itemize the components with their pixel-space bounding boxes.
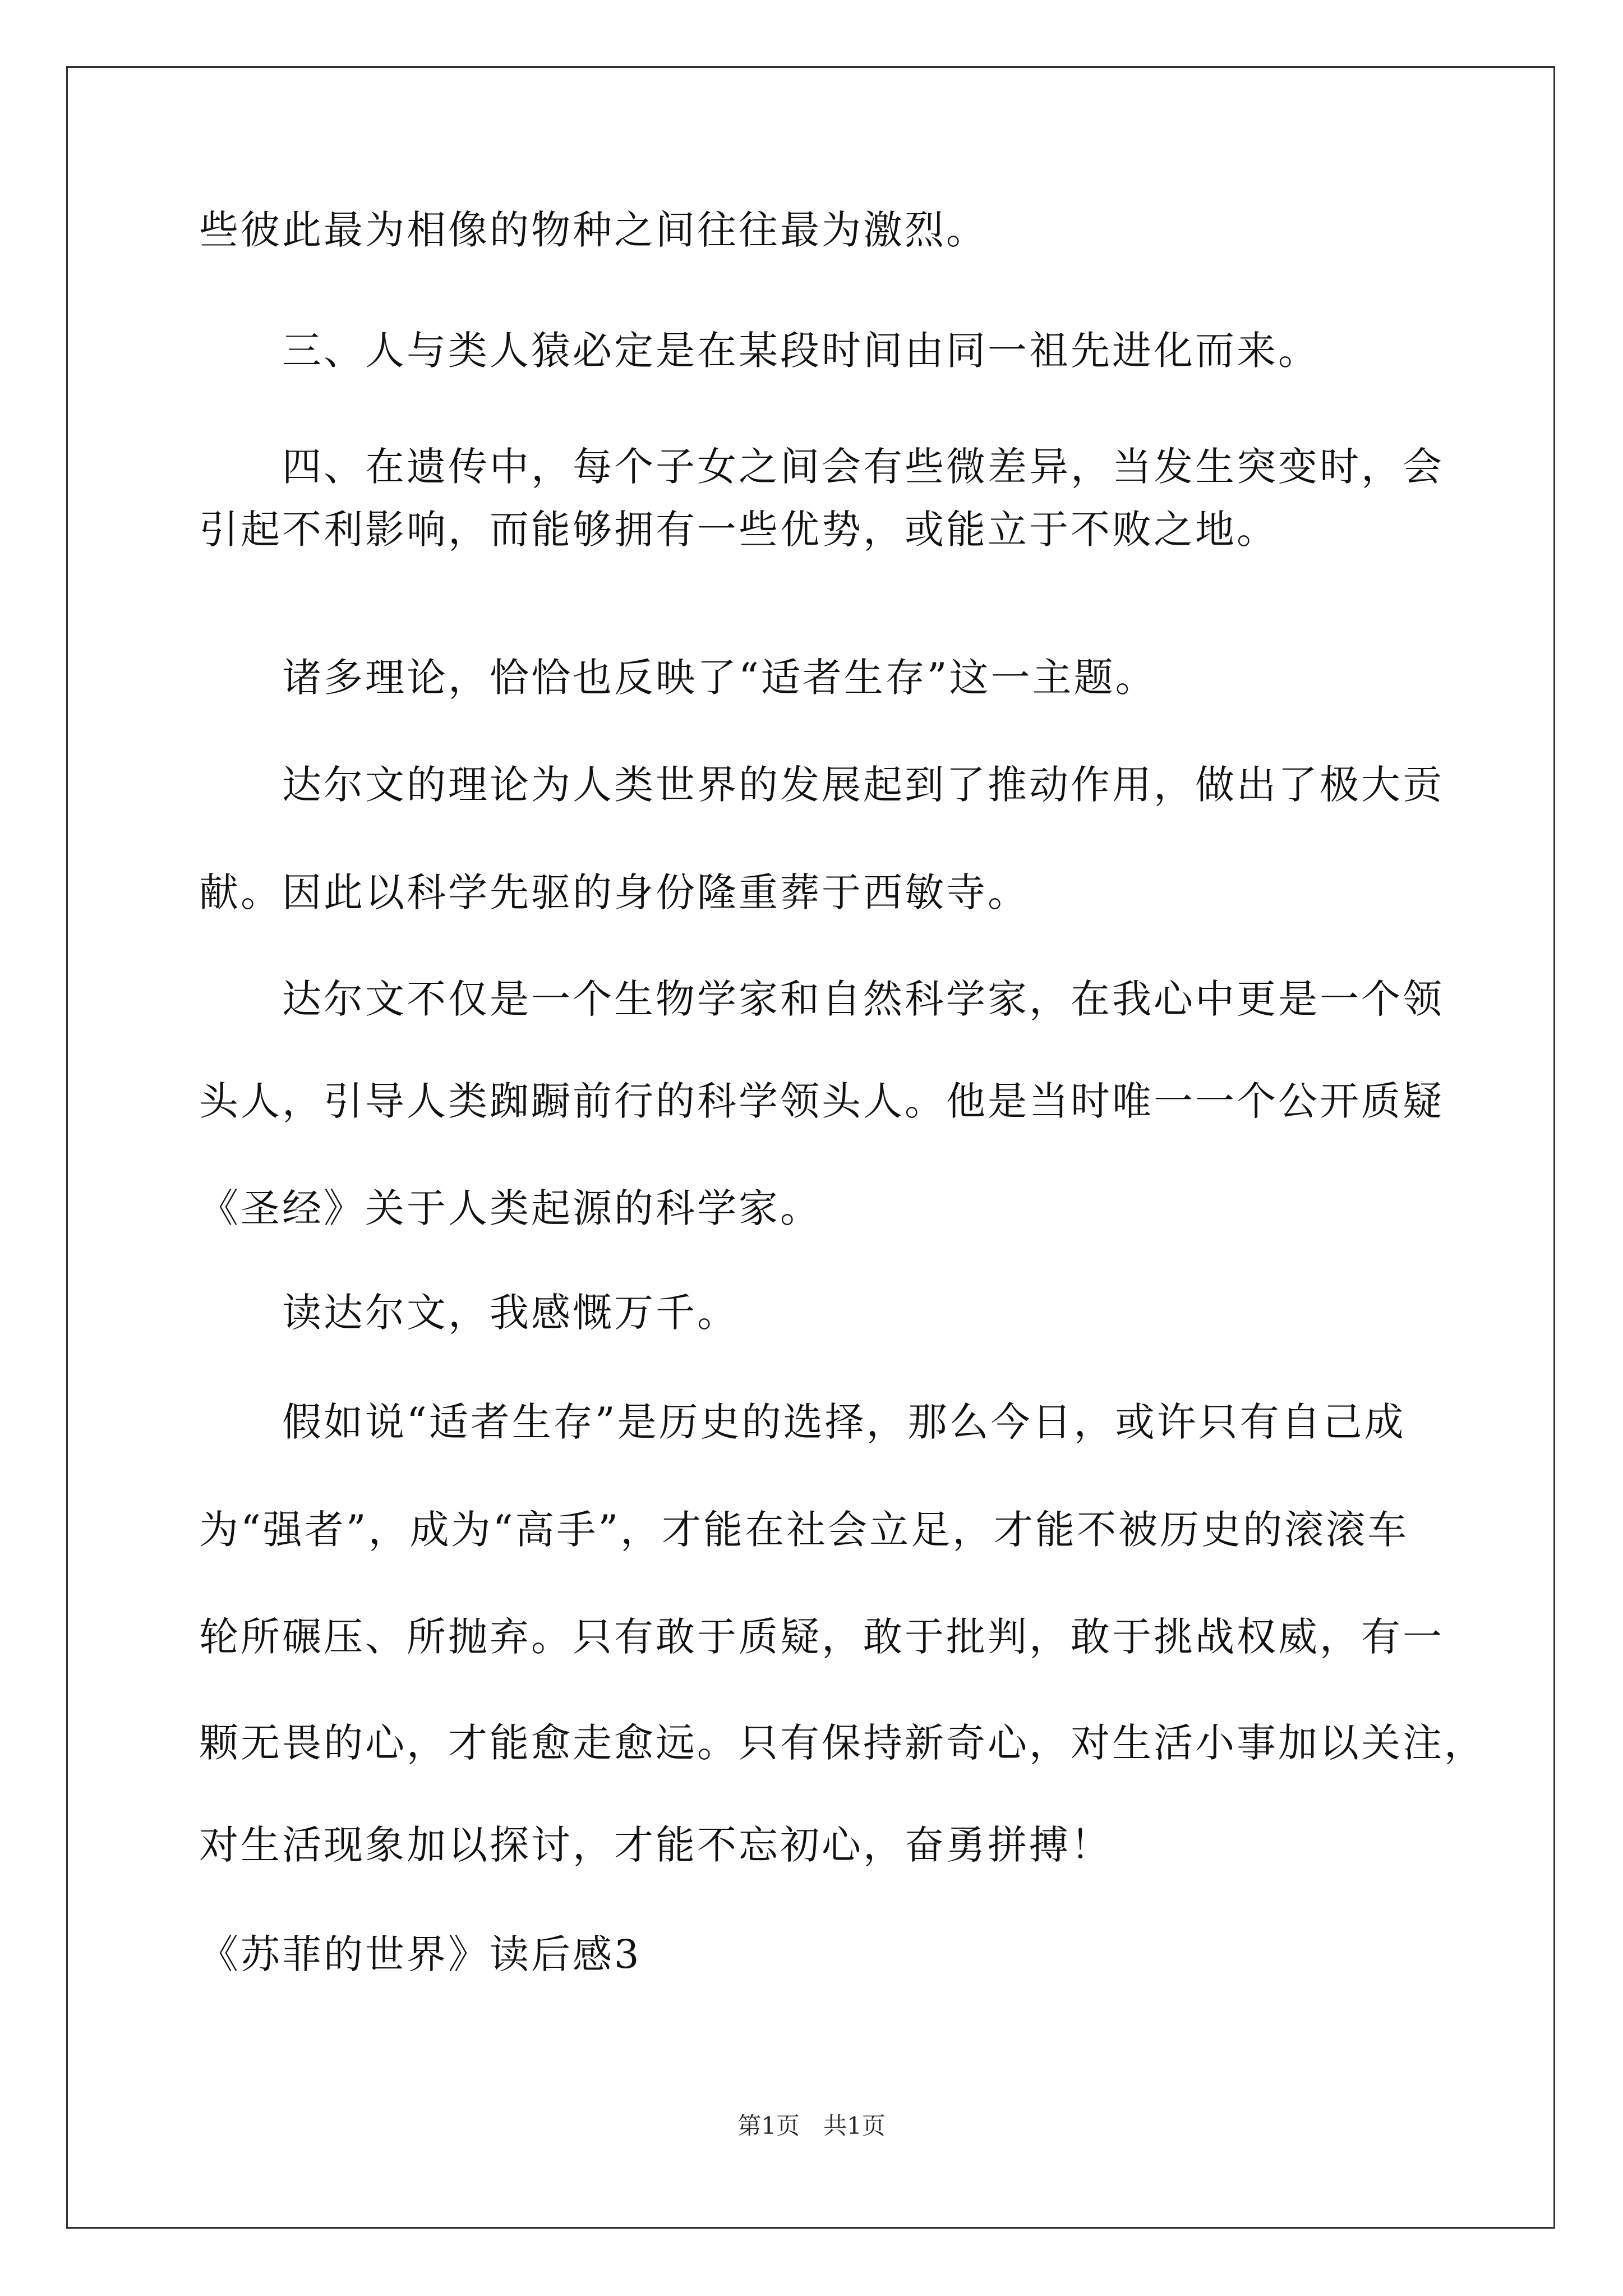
paragraph-line: 诸多理论，恰恰也反映了“适者生存”这一主题。 [282, 655, 1157, 701]
page-footer: 第1页 共1页 [737, 2112, 886, 2139]
page-border [66, 66, 1555, 2229]
paragraph-line: 四、在遗传中，每个子女之间会有些微差异，当发生突变时，会 [282, 444, 1444, 490]
paragraph-line: 读达尔文，我感慨万千。 [282, 1290, 739, 1336]
paragraph-line: 《圣经》关于人类起源的科学家。 [199, 1185, 822, 1231]
paragraph-line: 达尔文的理论为人类世界的发展起到了推动作用，做出了极大贡 [282, 762, 1444, 808]
paragraph-line: 达尔文不仅是一个生物学家和自然科学家，在我心中更是一个领 [282, 976, 1444, 1022]
paragraph-line: 三、人与类人猿必定是在某段时间由同一祖先进化而来。 [282, 328, 1320, 374]
paragraph-line: 颗无畏的心，才能愈走愈远。只有保持新奇心，对生活小事加以关注， [199, 1720, 1486, 1766]
section-heading: 《苏菲的世界》读后感3 [199, 1931, 642, 1977]
paragraph-line: 引起不利影响，而能够拥有一些优势，或能立于不败之地。 [199, 507, 1278, 553]
paragraph-line: 假如说“适者生存”是历史的选择，那么今日，或许只有自己成 [282, 1399, 1406, 1445]
paragraph-line: 献。因此以科学先驱的身份隆重葬于西敏寺。 [199, 869, 1029, 915]
paragraph-line: 些彼此最为相像的物种之间往往最为激烈。 [199, 207, 988, 253]
paragraph-line: 为“强者”，成为“高手”，才能在社会立足，才能不被历史的滚滚车 [199, 1507, 1409, 1553]
paragraph-line: 对生活现象加以探讨，才能不忘初心，奋勇拼搏！ [199, 1822, 1112, 1868]
paragraph-line: 头人，引导人类踟蹰前行的科学领头人。他是当时唯一一个公开质疑 [199, 1078, 1444, 1124]
paragraph-line: 轮所碾压、所抛弃。只有敢于质疑，敢于批判，敢于挑战权威，有一 [199, 1614, 1444, 1660]
